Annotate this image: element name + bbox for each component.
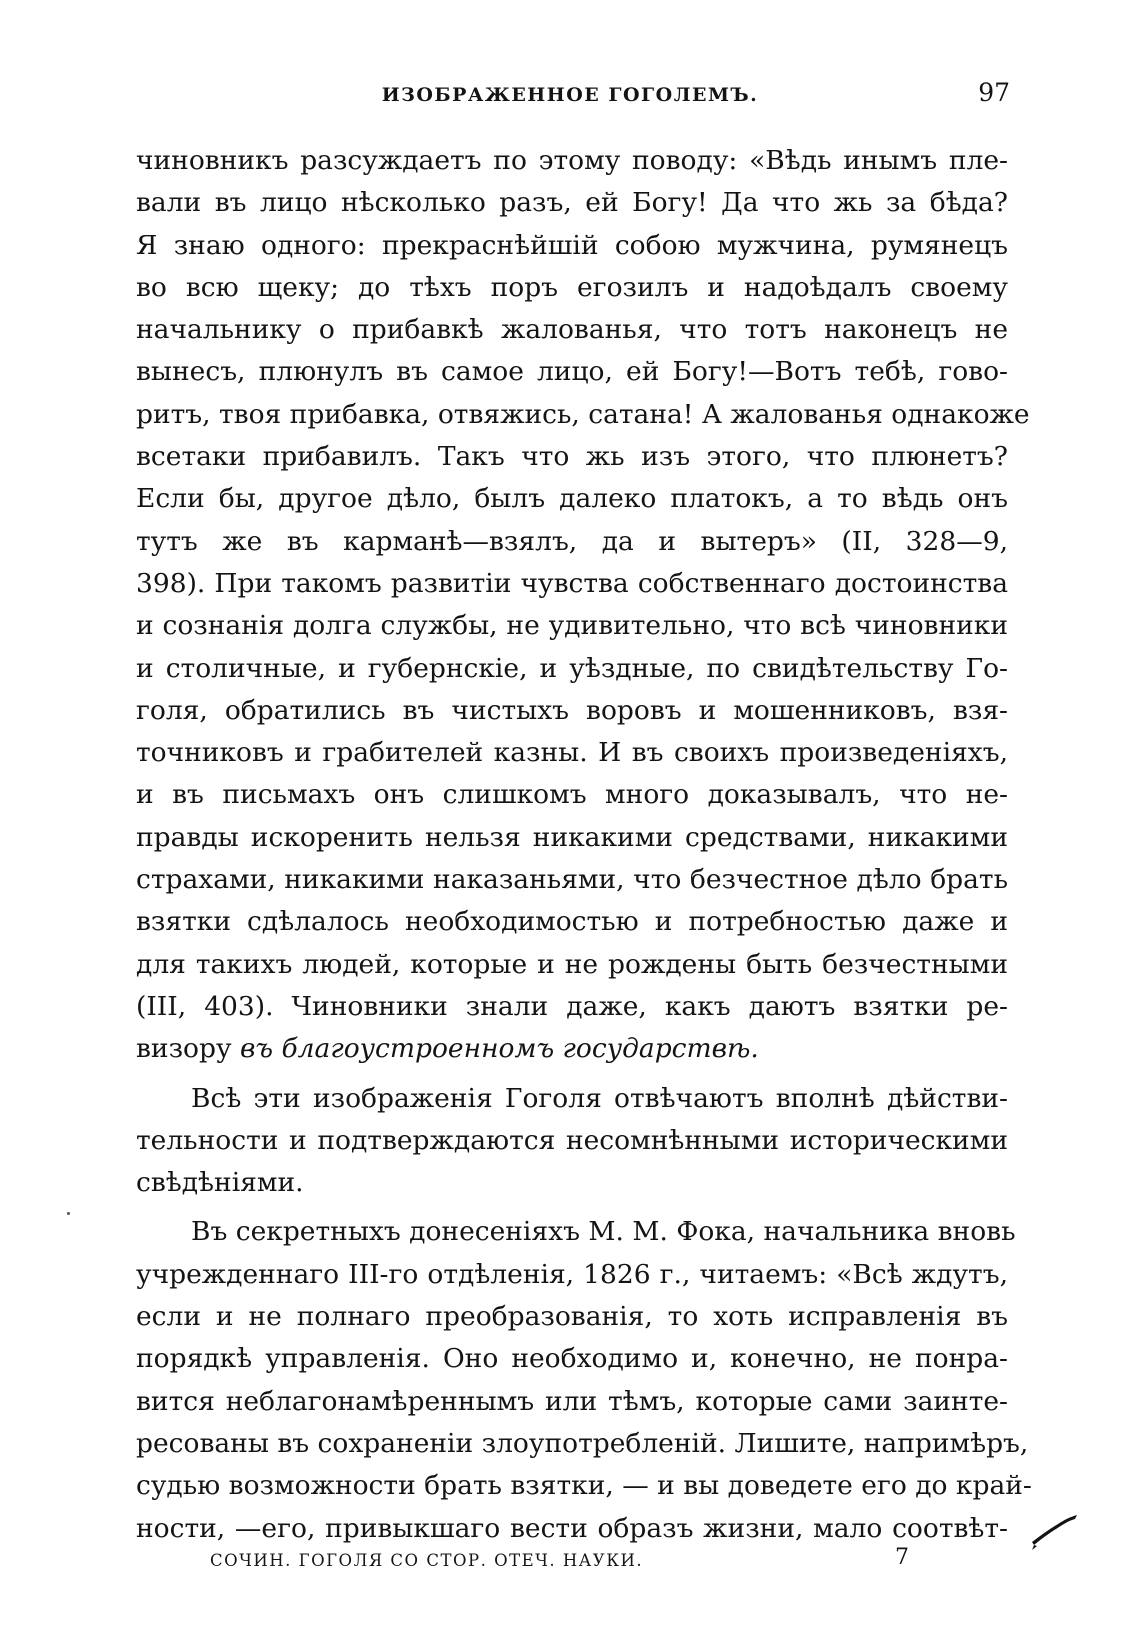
text-line: начальнику о прибавкѣ жалованья, что тотъ наконецъ не: [136, 314, 1008, 346]
page-number: 97: [978, 78, 1010, 107]
text-line: Если бы, другое дѣло, былъ далеко платокъ, а то вѣдь онъ: [136, 483, 1008, 515]
text-line: ресованы въ сохраненіи злоупотребленій. Лишите, напримѣръ,: [136, 1427, 1029, 1459]
text-line: вынесъ, плюнулъ въ самое лицо, ей Богу!—Вотъ тебѣ, гово-: [136, 356, 1008, 388]
text-line: (III, 403). Чиновники знали даже, какъ даютъ взятки ре-: [136, 990, 1008, 1022]
text-line: всетаки прибавилъ. Такъ что жь изъ этого, что плюнетъ?: [136, 441, 1008, 473]
paragraph: [136, 1078, 1008, 1205]
scan-speck: [67, 1212, 70, 1215]
text-line: судью возможности брать взятки, — и вы доведете его до край-: [136, 1470, 1032, 1502]
italic-phrase: въ благоустроенномъ государствѣ.: [239, 1033, 759, 1065]
text-line: 398). При такомъ развитіи чувства собственнаго достоинства: [136, 567, 1008, 599]
sheet-number: 7: [895, 1545, 909, 1570]
text-line: ности, —его, привыкшаго вести образъ жизни, мало соотвѣт-: [136, 1512, 1008, 1544]
text-line: тутъ же въ карманѣ—взялъ, да и вытеръ» (II, 328—9,: [136, 525, 1008, 557]
signature-footer: [210, 1545, 910, 1575]
text-line: чиновникъ разсуждаетъ по этому поводу: «Вѣдь инымъ пле-: [136, 145, 1008, 176]
text-line: страхами, никакими наказаньями, что безчестное дѣло брать: [136, 864, 1008, 896]
text-line: и столичные, и губернскіе, и уѣздные, по свидѣтельству Го-: [136, 652, 1008, 684]
text-line: Я знаю одного: прекраснѣйшій собою мужчина, румянецъ: [136, 229, 1008, 261]
text-line: Въ секретныхъ донесеніяхъ М. М. Фока, начальника вновь: [191, 1216, 1016, 1248]
text-line: ритъ, твоя прибавка, отвяжись, сатана! А жалованья однакоже: [136, 398, 1030, 430]
text-line: правды искоренить нельзя никакими средствами, никакими: [136, 821, 1008, 853]
text-line: Всѣ эти изображенія Гоголя отвѣчаютъ вполнѣ дѣйстви-: [191, 1082, 1008, 1114]
paragraph: [136, 140, 1030, 1071]
ink-mark-icon: [1030, 1512, 1080, 1552]
text-line: свѣдѣніями.: [136, 1167, 304, 1199]
text-line: точниковъ и грабителей казны. И въ своихъ произведеніяхъ,: [136, 737, 1008, 769]
text-line: порядкѣ управленія. Оно необходимо и, конечно, не понра-: [136, 1343, 1008, 1375]
text-line: и въ письмахъ онъ слишкомъ много доказывалъ, что не-: [136, 779, 1008, 811]
text-line: голя, обратились въ чистыхъ воровъ и мошенниковъ, взя-: [136, 694, 1008, 726]
text-fragment: визору: [136, 1033, 240, 1065]
paragraph: [136, 1211, 1032, 1549]
text-line: учрежденнаго III-го отдѣленія, 1826 г., читаемъ: «Всѣ ждутъ,: [136, 1258, 1008, 1290]
text-line: взятки сдѣлалось необходимостью и потребностью даже и: [136, 906, 1008, 938]
text-line: во всю щеку; до тѣхъ поръ егозилъ и надоѣдалъ своему: [136, 271, 1008, 303]
text-line: тельности и подтверждаются несомнѣнными историческими: [136, 1124, 1008, 1156]
text-line-last: [136, 1028, 1008, 1070]
text-line: вится неблагонамѣреннымъ или тѣмъ, которые сами заинте-: [136, 1385, 1008, 1417]
text-line: и сознанія долга службы, не удивительно, что всѣ чиновники: [136, 610, 1008, 642]
running-title: ИЗОБРАЖЕННОЕ ГОГОЛЕМЪ.: [381, 84, 759, 106]
text-line: вали въ лицо нѣсколько разъ, ей Богу! Да что жь за бѣда?: [136, 187, 1008, 219]
text-line: если и не полнаго преобразованія, то хоть исправленія въ: [136, 1301, 1008, 1333]
running-header: [130, 78, 1010, 118]
body-text: [136, 140, 1032, 1550]
text-line: для такихъ людей, которые и не рождены быть безчестными: [136, 948, 1008, 980]
printer-signature: СОЧИН. ГОГОЛЯ СО СТОР. ОТЕЧ. НАУКИ.: [210, 1551, 644, 1570]
